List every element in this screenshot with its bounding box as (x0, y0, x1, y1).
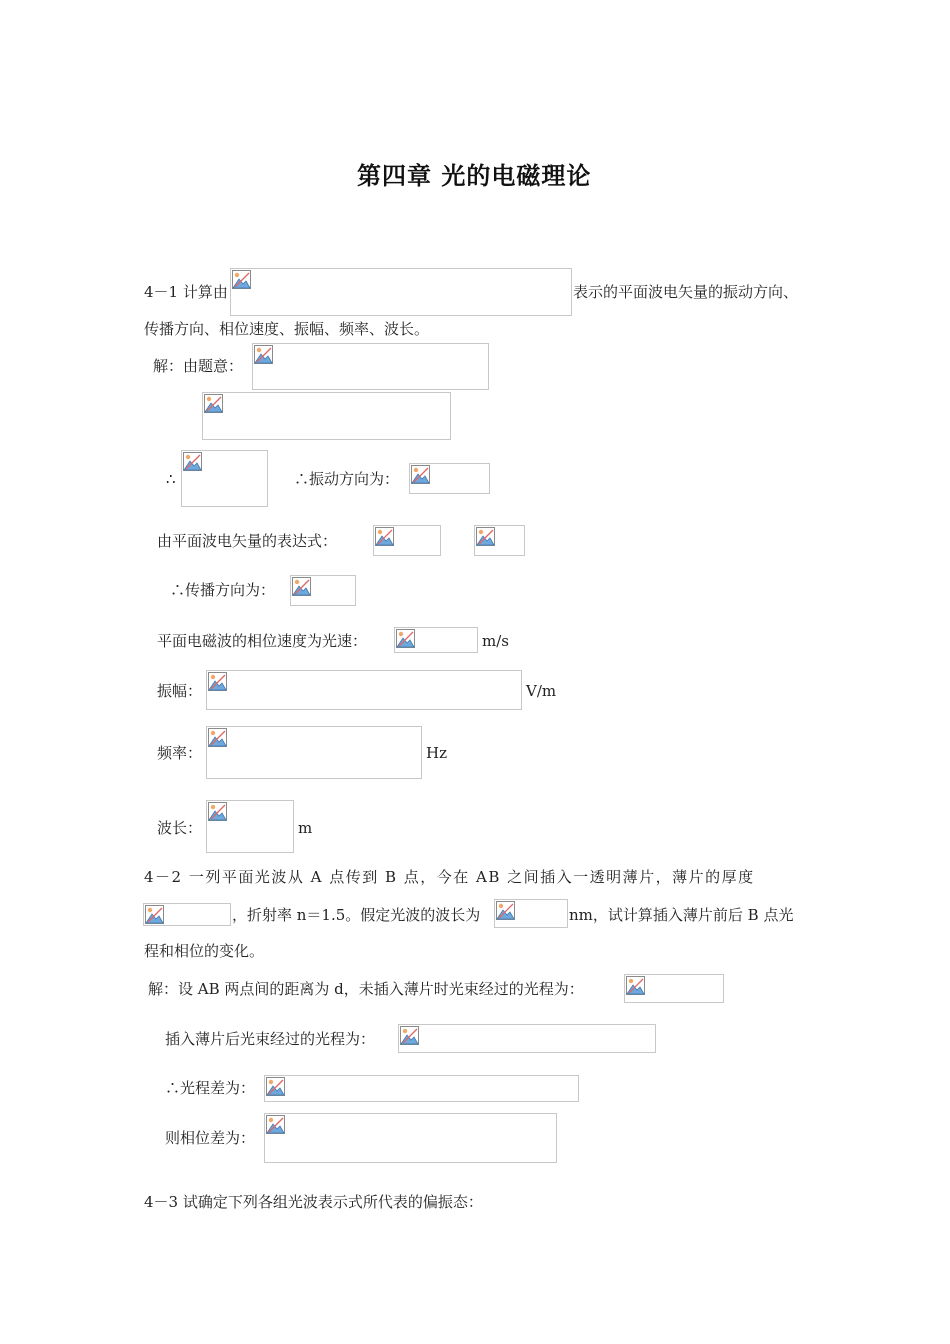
q42-line2b: nm，试计算插入薄片前后 B 点光 (569, 906, 794, 924)
formula-image (181, 450, 268, 507)
formula-image (230, 268, 572, 316)
q42-line3: 程和相位的变化。 (144, 942, 265, 960)
broken-image-icon (375, 527, 394, 546)
formula-image (398, 1024, 656, 1053)
therefore-symbol: ∴ (166, 470, 176, 488)
formula-image (494, 899, 568, 928)
broken-image-icon (400, 1026, 419, 1045)
unit-vm: V/m (526, 682, 557, 700)
formula-image (624, 974, 724, 1003)
formula-image (409, 463, 490, 494)
q42-diff-label: ∴光程差为： (165, 1079, 256, 1097)
broken-image-icon (208, 672, 227, 691)
broken-image-icon (204, 394, 223, 413)
broken-image-icon (183, 452, 202, 471)
formula-image (474, 525, 525, 556)
frequency-label: 频率： (157, 744, 203, 762)
q42-solution: 解：设 AB 两点间的距离为 d，未插入薄片时光束经过的光程为： (148, 980, 584, 998)
formula-image (373, 525, 441, 556)
formula-image (206, 800, 294, 853)
formula-image (143, 903, 231, 926)
formula-image (264, 1075, 579, 1102)
broken-image-icon (396, 629, 415, 648)
expression-label: 由平面波电矢量的表达式： (157, 532, 338, 550)
formula-image (264, 1113, 557, 1163)
solution-label: 解：由题意： (153, 357, 244, 375)
q42-line1: 4－2 一列平面光波从 A 点传到 B 点，今在 AB 之间插入一透明薄片，薄片的厚度 (144, 868, 755, 886)
wavelength-label: 波长： (157, 819, 203, 837)
q43-line1: 4－3 试确定下列各组光波表示式所代表的偏振态： (144, 1193, 483, 1211)
q42-line2a: ，折射率 n＝1.5。假定光波的波长为 (232, 906, 481, 924)
phase-speed-label: 平面电磁波的相位速度为光速： (157, 632, 368, 650)
broken-image-icon (208, 728, 227, 747)
chapter-title: 第四章 光的电磁理论 (357, 161, 592, 190)
unit-m: m (298, 819, 313, 837)
formula-image (206, 726, 422, 779)
broken-image-icon (266, 1077, 285, 1096)
q41-intro-cont: 表示的平面波电矢量的振动方向、 (573, 283, 799, 301)
amplitude-label: 振幅： (157, 682, 203, 700)
broken-image-icon (411, 465, 430, 484)
formula-image (394, 627, 478, 653)
broken-image-icon (254, 345, 273, 364)
q42-phase-label: 则相位差为： (165, 1129, 256, 1147)
broken-image-icon (145, 905, 164, 924)
broken-image-icon (292, 577, 311, 596)
broken-image-icon (476, 527, 495, 546)
q42-after-label: 插入薄片后光束经过的光程为： (165, 1030, 376, 1048)
broken-image-icon (496, 901, 515, 920)
propagation-direction-label: ∴传播方向为： (170, 581, 276, 599)
formula-image (252, 343, 489, 390)
unit-hz: Hz (426, 744, 447, 762)
q41-intro: 4－1 计算由 (144, 283, 228, 301)
q41-line2: 传播方向、相位速度、振幅、频率、波长。 (144, 320, 430, 338)
formula-image (202, 392, 451, 440)
formula-image (290, 575, 356, 606)
broken-image-icon (232, 270, 251, 289)
broken-image-icon (626, 976, 645, 995)
formula-image (206, 670, 522, 710)
unit-ms: m/s (482, 632, 509, 650)
broken-image-icon (208, 802, 227, 821)
vibration-direction-label: ∴振动方向为： (294, 470, 400, 488)
broken-image-icon (266, 1115, 285, 1134)
